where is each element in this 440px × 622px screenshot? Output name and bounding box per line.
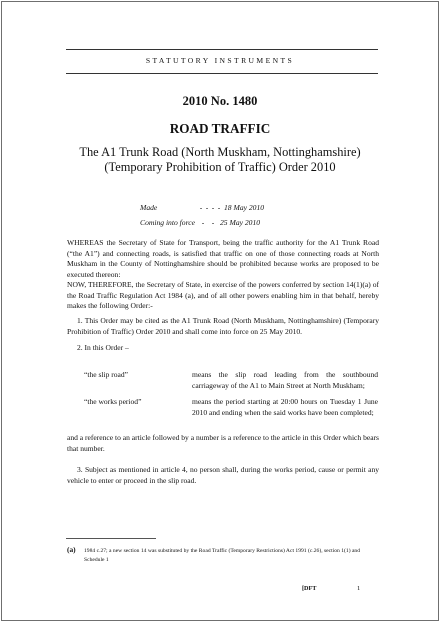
instrument-number: 2010 No. 1480 bbox=[182, 94, 258, 108]
series-rule bbox=[66, 73, 378, 74]
force-dash: - bbox=[211, 218, 215, 227]
department-tag: [DFT bbox=[302, 585, 317, 592]
article-3: 3. Subject as mentioned in article 4, no person shall, during the works period, cause or permit any vehicle to enter or proceed in the slip road. bbox=[67, 465, 379, 485]
top-rule bbox=[66, 49, 378, 50]
made-dash: - bbox=[205, 203, 209, 212]
preamble-whereas: WHEREAS the Secretary of State for Transport, being the traffic authority for the A1 Trunk Road (“the A1”) and connecting roads, is satisfied that traffic on one of those connecting roads at North Muskham in the County of Nottinghamshire should be prohibited because works are proposed to be executed thereon: bbox=[67, 238, 379, 279]
footnote-rule bbox=[66, 538, 156, 539]
definition-text: means the slip road leading from the southbound carriageway of the A1 to Main Street at North Muskham; bbox=[192, 370, 378, 390]
force-row bbox=[140, 215, 264, 230]
definition-term: “the slip road” bbox=[84, 370, 129, 379]
article-2-intro: 2. In this Order – bbox=[77, 343, 129, 352]
dates-block bbox=[140, 200, 264, 230]
made-label: Made bbox=[140, 203, 158, 212]
force-dash: - bbox=[201, 218, 205, 227]
subject-heading: ROAD TRAFFIC bbox=[169, 121, 271, 136]
series-label: STATUTORY INSTRUMENTS bbox=[145, 56, 295, 65]
made-date: 18 May 2010 bbox=[224, 203, 265, 212]
made-row bbox=[140, 200, 264, 215]
order-title-line-1: The A1 Trunk Road (North Muskham, Nottinghamshire) bbox=[79, 145, 361, 159]
definition-text: means the period starting at 20:00 hours on Tuesday 1 June 2010 and ending when the said works have been completed; bbox=[192, 397, 378, 417]
footnote-marker: (a) bbox=[67, 545, 76, 554]
made-dash: - bbox=[217, 203, 221, 212]
force-date: 25 May 2010 bbox=[220, 218, 261, 227]
preamble-now: NOW, THEREFORE, the Secretary of State, in exercise of the powers conferred by section 14(1)(a) of the Road Traffic Regulation Act 1984 (a), and of all other powers enabling him in that behalf, hereby makes the following Order:- bbox=[67, 280, 379, 311]
footnote-text: 1984 c.27; a new section 14 was substituted by the Road Traffic (Temporary Restrictions) Act 1991 (c.26), section 1(1) and Schedule 1 bbox=[84, 548, 361, 563]
article-1: 1. This Order may be cited as the A1 Trunk Road (North Muskham, Nottinghamshire) (Temporary Prohibition of Traffic) Order 2010 and shall come into force on 25 May 2010. bbox=[67, 316, 379, 336]
order-title bbox=[0, 145, 440, 175]
definition-term: “the works period” bbox=[84, 397, 142, 406]
force-label: Coming into force bbox=[140, 218, 195, 227]
made-dash: - bbox=[211, 203, 215, 212]
order-title-line-2: (Temporary Prohibition of Traffic) Order 2010 bbox=[104, 160, 336, 174]
made-dash: - bbox=[199, 203, 203, 212]
page-number: 1 bbox=[357, 585, 361, 592]
article-2-close: and a reference to an article followed by a number is a reference to the article in this Order which bears that number. bbox=[67, 433, 379, 453]
